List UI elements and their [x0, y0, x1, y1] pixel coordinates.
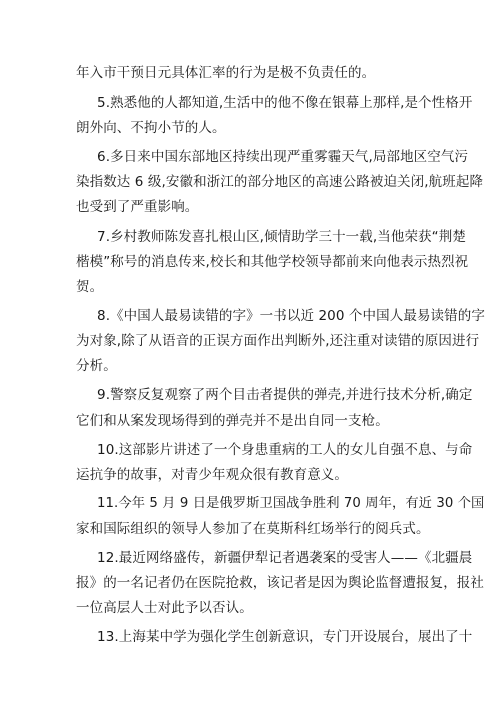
text-line: 8.《中国人最易读错的字》一书以近 200 个中国人最易读错的字: [97, 308, 485, 324]
text-line: 朗外向、不拘小节的人。: [76, 120, 226, 136]
text-line: 一位高层人士对此予以否认。: [76, 600, 253, 616]
text-line: 楷模”称号的消息传来,校长和其他学校领导都前来向他表示热烈祝: [76, 254, 469, 270]
text-line: 10.这部影片讲述了一个身患重病的工人的女儿自强不息、与命: [97, 442, 473, 458]
text-line: 贺。: [76, 279, 104, 295]
text-line: 也受到了严重影响。: [76, 199, 199, 215]
text-line: 家和国际组织的领导人参加了在莫斯科红场举行的阅兵式。: [76, 521, 430, 537]
text-line: 13.上海某中学为强化学生创新意识，专门开设展台，展出了十: [97, 629, 473, 645]
text-line: 11.今年 5 月 9 日是俄罗斯卫国战争胜利 70 周年，有近 30 个国: [97, 496, 485, 511]
text-line: 9.警察反复观察了两个目击者提供的弹壳,并进行技术分析,确定: [97, 387, 473, 403]
text-line: 7.乡村教师陈发喜扎根山区,倾情助学三十一载,当他荣获“荆楚: [97, 229, 466, 245]
text-line: 12.最近网络盛传，新疆伊犁记者遇袭案的受害人——《北疆晨: [97, 550, 473, 566]
text-line: 6.多日来中国东部地区持续出现严重雾霾天气,局部地区空气污: [97, 149, 469, 165]
text-line: 染指数达 6 级,安徽和浙江的部分地区的高速公路被迫关闭,航班起降: [76, 174, 484, 190]
text-line: 报》的一名记者仍在医院抢救，该记者是因为舆论监督遭报复，报社: [76, 575, 484, 591]
text-line: 年入市干预日元具体汇率的行为是极不负责任的。: [76, 65, 376, 81]
text-line: 运抗争的故事，对青少年观众很有教育意义。: [76, 467, 348, 483]
text-line: 为对象,除了从语音的正误方面作出判断外,还注重对读错的原因进行: [76, 333, 480, 349]
text-line: 5.熟悉他的人都知道,生活中的他不像在银幕上那样,是个性格开: [97, 95, 473, 111]
text-line: 分析。: [76, 358, 117, 374]
text-line: 它们和从案发现场得到的弹壳并不是出自同一支枪。: [76, 413, 389, 429]
